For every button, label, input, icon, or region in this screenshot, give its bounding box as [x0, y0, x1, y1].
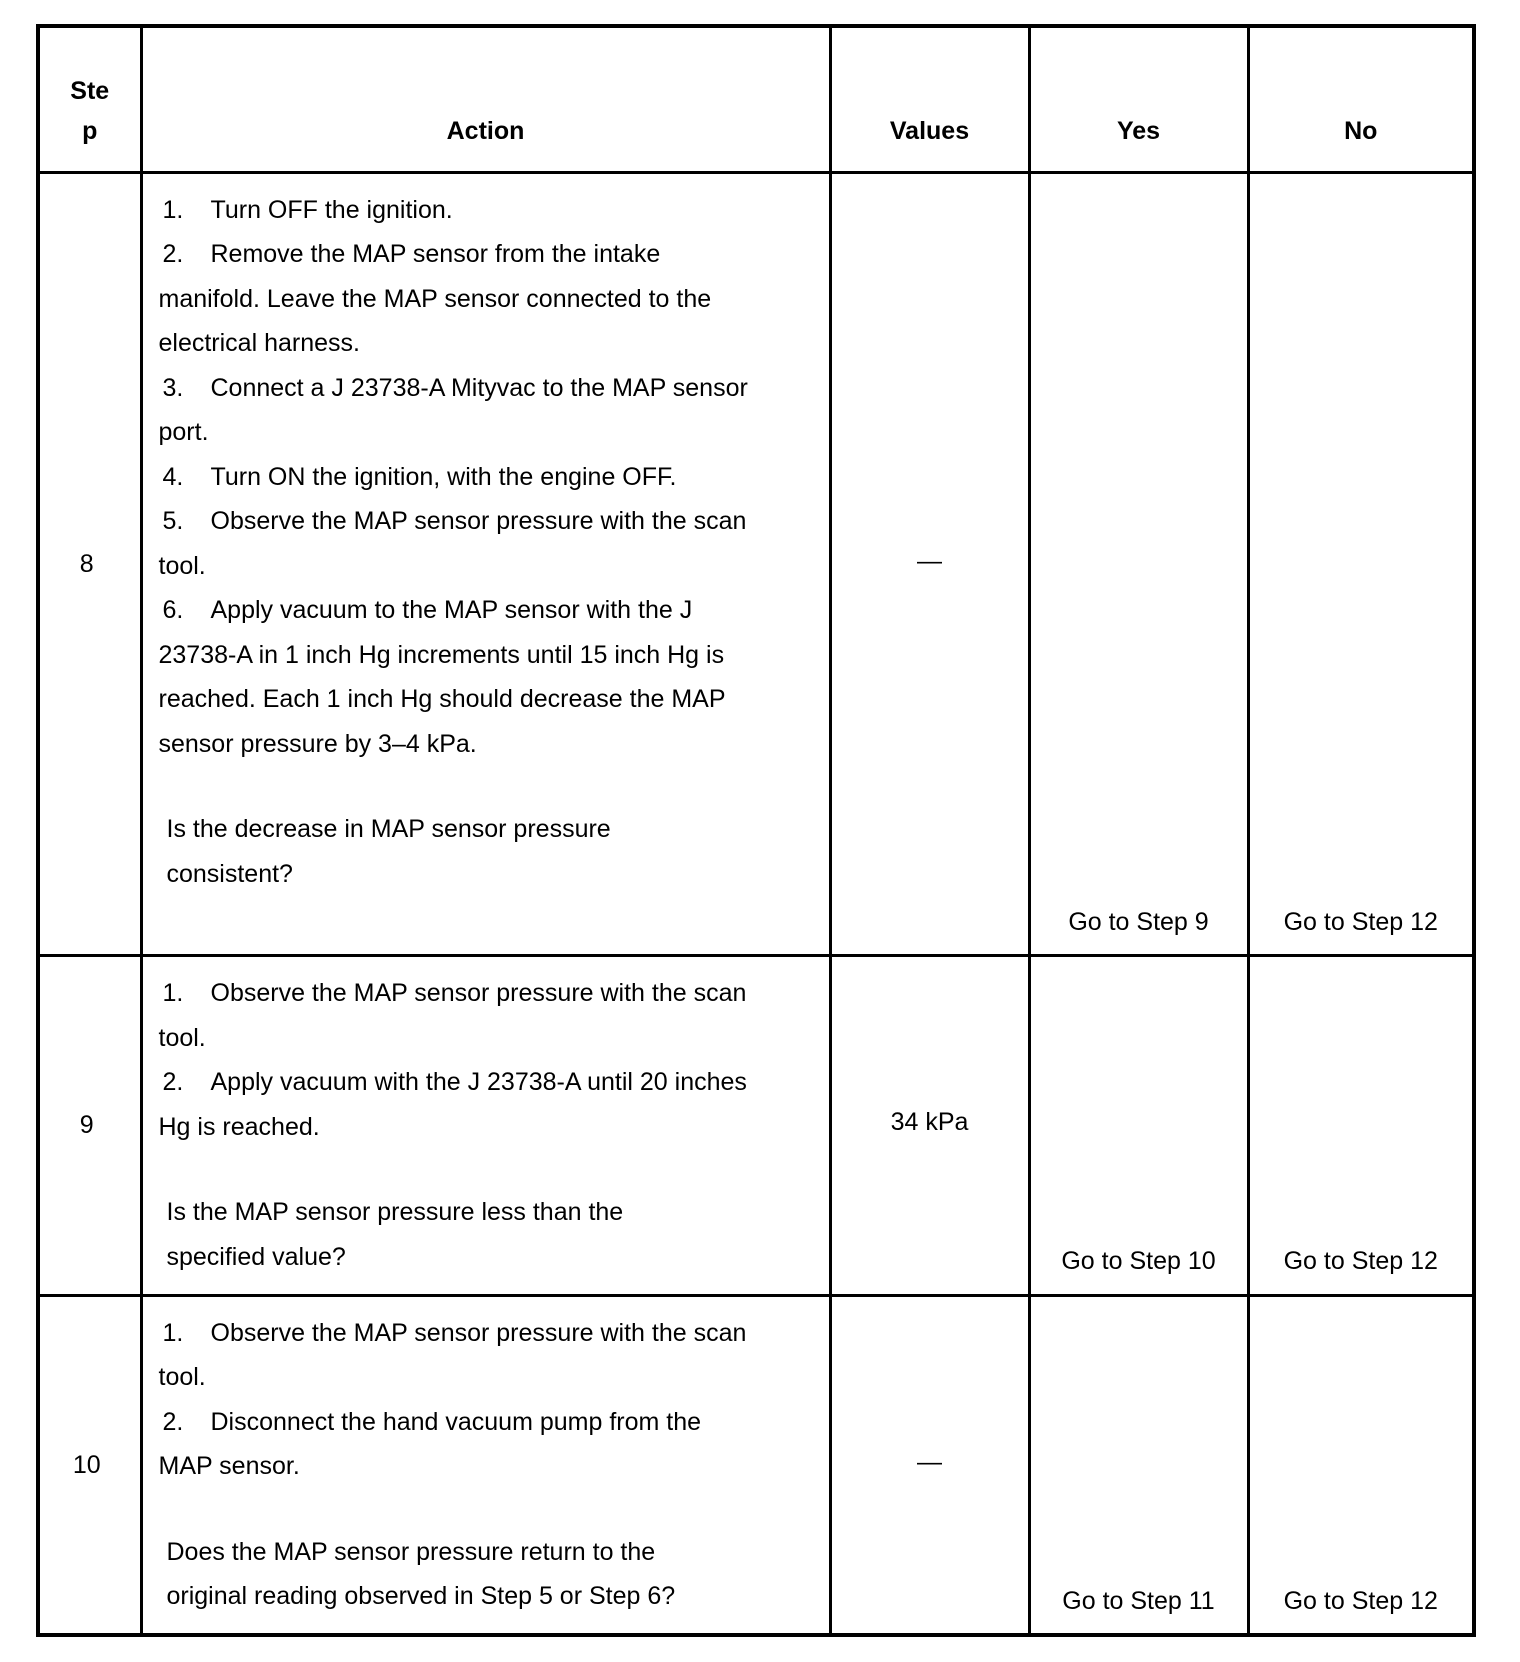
yes-cell	[1029, 1295, 1248, 1635]
action-step: 1. Observe the MAP sensor pressure with the scan tool.	[158, 979, 747, 1052]
question: Does the MAP sensor pressure return to the original reading observed in Step 5 or Step 6?	[166, 1537, 676, 1611]
go-to-step-link: Go to Step 12	[1283, 907, 1438, 936]
action-step: 1. Turn OFF the ignition.	[162, 195, 453, 224]
action-cell	[141, 1295, 830, 1635]
no-cell	[1248, 1295, 1474, 1635]
header-step: Step	[38, 26, 141, 172]
step-number: 9	[38, 956, 141, 1296]
value-cell: —	[830, 1295, 1029, 1635]
go-to-step-link: Go to Step 10	[1061, 1247, 1216, 1276]
step-number: 8	[38, 172, 141, 956]
question: Is the MAP sensor pressure less than the specified value?	[166, 1198, 624, 1271]
table-row	[38, 1295, 1474, 1635]
value-cell: —	[830, 172, 1029, 956]
no-cell	[1248, 956, 1474, 1296]
yes-cell	[1029, 172, 1248, 956]
action-cell	[141, 172, 830, 956]
action-step: 5. Observe the MAP sensor pressure with the scan tool.	[158, 507, 747, 580]
action-step: 4. Turn ON the ignition, with the engine OFF.	[162, 462, 677, 491]
header-row	[38, 26, 1474, 172]
table-row	[38, 172, 1474, 956]
diagnostic-table	[36, 24, 1476, 1637]
action-cell	[141, 956, 830, 1296]
value-cell: 34 kPa	[830, 956, 1029, 1296]
step-number: 10	[38, 1295, 141, 1635]
action-step: 2. Apply vacuum with the J 23738-A until 20 inches Hg is reached.	[158, 1068, 747, 1141]
action-step: 1. Observe the MAP sensor pressure with the scan tool.	[158, 1318, 747, 1392]
yes-cell	[1029, 956, 1248, 1296]
go-to-step-link: Go to Step 11	[1062, 1586, 1215, 1615]
question: Is the decrease in MAP sensor pressure consistent?	[166, 815, 611, 888]
go-to-step-link: Go to Step 12	[1283, 1247, 1438, 1276]
header-yes: Yes	[1029, 26, 1248, 172]
action-step: 2. Disconnect the hand vacuum pump from the MAP sensor.	[158, 1407, 702, 1481]
header-action: Action	[141, 26, 830, 172]
go-to-step-link: Go to Step 12	[1283, 1586, 1438, 1615]
table-row	[38, 956, 1474, 1296]
action-step: 2. Remove the MAP sensor from the intake manifold. Leave the MAP sensor connected to the electrical harness.	[158, 240, 712, 357]
action-step: 6. Apply vacuum to the MAP sensor with the J 23738-A in 1 inch Hg increments until 15 inch Hg is reached. Each 1 inch Hg should decrease the MAP sensor pressure by 3–4 kPa.	[158, 596, 726, 758]
no-cell	[1248, 172, 1474, 956]
header-values: Values	[830, 26, 1029, 172]
header-no: No	[1248, 26, 1474, 172]
action-step: 3. Connect a J 23738-A Mityvac to the MAP sensor port.	[158, 373, 748, 446]
go-to-step-link: Go to Step 9	[1068, 907, 1209, 936]
